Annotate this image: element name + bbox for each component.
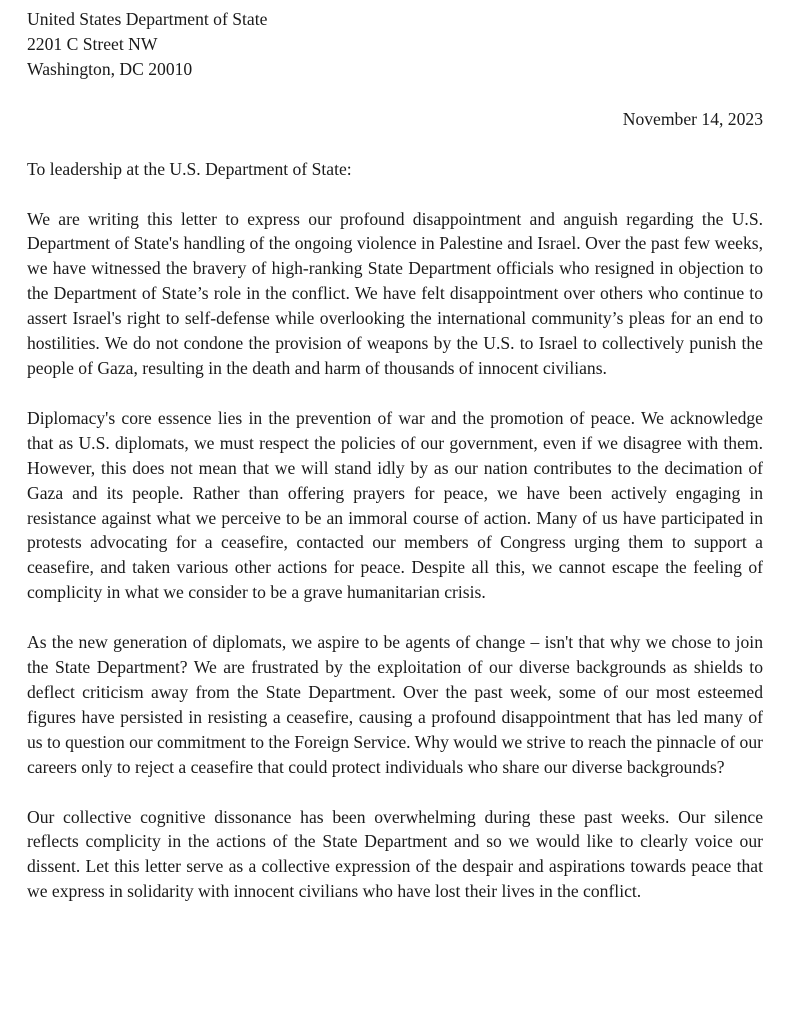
letter-date: November 14, 2023 [622,108,763,129]
letter-page [27,7,763,904]
address-line-organization: United States Department of State [27,9,268,29]
letter-salutation: To leadership at the U.S. Department of State: [27,158,352,179]
sender-address-block [27,7,763,82]
body-paragraph-3: As the new generation of diplomats, we aspire to be agents of change – isn't that why we chose to join the State Department? We are frustrated by the exploitation of our diverse backgrounds as shields to deflect criticism away from the State Department. Over the past week, some of our most esteemed figures have persisted in resisting a ceasefire, causing a profound disappointment that has led many of us to question our commitment to the Foreign Service. Why would we strive to reach the pinnacle of our careers only to reject a ceasefire that could protect individuals who share our diverse backgrounds? [27,632,763,777]
address-line-city: Washington, DC 20010 [27,58,193,79]
body-paragraph-1: We are writing this letter to express our profound disappointment and anguish regarding the U.S. Department of State's handling of the ongoing violence in Palestine and Israel. Over the past few weeks, we have witnessed the bravery of high-ranking State Department officials who resigned in objection to the Department of State’s role in the conflict. We have felt disappointment over others who continue to assert Israel's right to self-defense while overlooking the international community’s pleas for an end to hostilities. We do not condone the provision of weapons by the U.S. to Israel to collectively punish the people of Gaza, resulting in the death and harm of thousands of innocent civilians. [27,208,763,378]
body-paragraph-4: Our collective cognitive dissonance has been overwhelming during these past weeks. Our silence reflects complicity in the actions of the State Department and so we would like to clearly voice our dissent. Let this letter serve as a collective expression of the despair and aspirations towards peace that we express in solidarity with innocent civilians who have lost their lives in the conflict. [27,806,763,902]
address-line-street: 2201 C Street NW [27,33,158,54]
body-paragraph-2: Diplomacy's core essence lies in the prevention of war and the promotion of peace. We acknowledge that as U.S. diplomats, we must respect the policies of our government, even if we disagree with them. However, this does not mean that we will stand idly by as our nation contributes to the decimation of Gaza and its people. Rather than offering prayers for peace, we have been actively engaging in resistance against what we perceive to be an immoral course of action. Many of us have participated in protests advocating for a ceasefire, contacted our members of Congress urging them to support a ceasefire, and taken various other actions for peace. Despite all this, we cannot escape the feeling of complicity in what we consider to be a grave humanitarian crisis. [27,407,763,603]
